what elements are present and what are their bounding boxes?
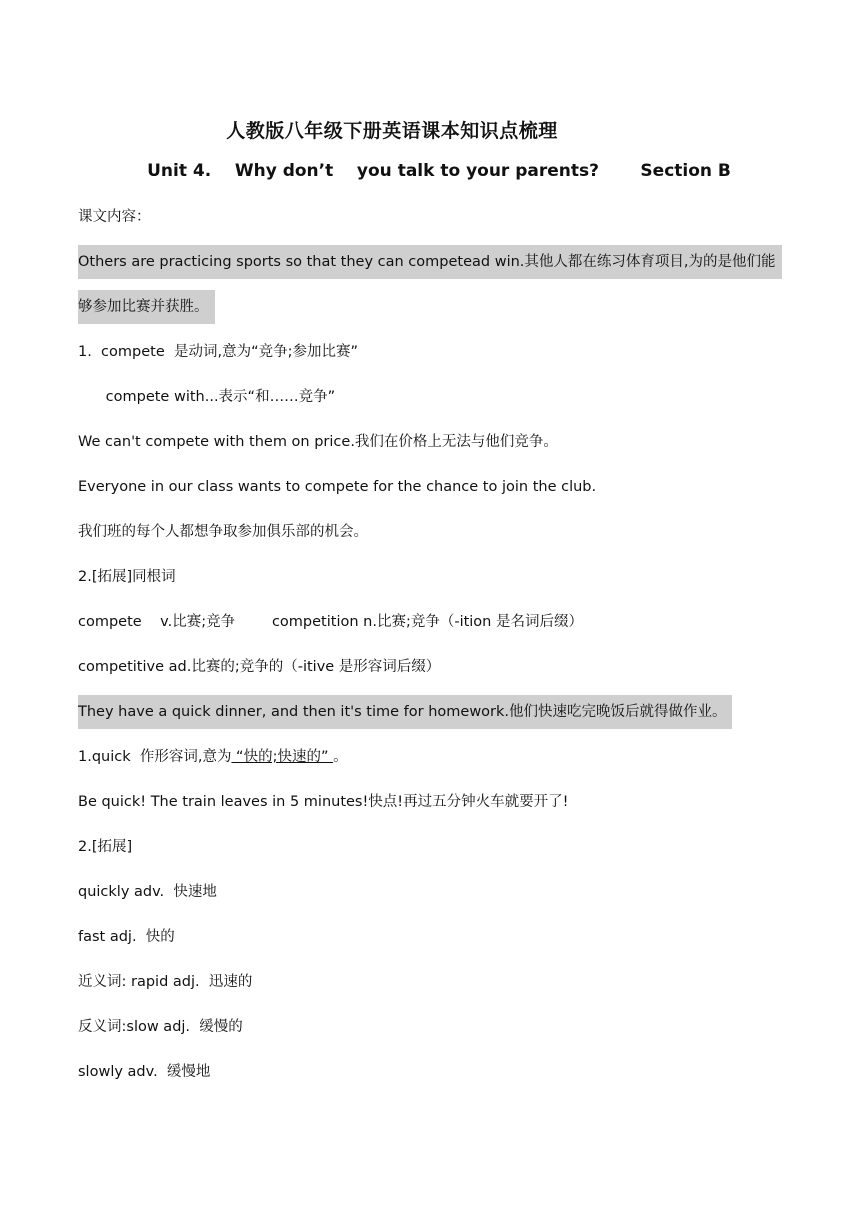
example-sentence: We can't compete with them on price.我们在价格上无法与他们竞争。 [78, 434, 558, 450]
highlighted-sentence-1-line-2: 够参加比赛并获胜。 [78, 299, 209, 315]
vocab-item: 反义词:slow adj. 缓慢的 [78, 1019, 243, 1035]
extension-heading: 2.[拓展]同根词 [78, 569, 176, 585]
note-compete: 1. compete 是动词,意为“竞争;参加比赛” [78, 344, 358, 360]
vocab-item: 近义词: rapid adj. 迅速的 [78, 974, 253, 990]
page-title: 人教版八年级下册英语课本知识点梳理 [226, 120, 558, 142]
section-label: 课文内容： [78, 209, 151, 225]
vocab-item: quickly adv. 快速地 [78, 884, 217, 900]
highlighted-sentence-1 [78, 245, 782, 279]
highlighted-sentence-2 [78, 695, 732, 729]
vocab-item: slowly adv. 缓慢地 [78, 1064, 211, 1080]
note-quick-end: 。 [333, 749, 348, 765]
word-family-line: competitive ad.比赛的;竞争的（-itive 是形容词后缀） [78, 659, 441, 675]
note-quick [78, 746, 348, 768]
vocab-item: fast adj. 快的 [78, 929, 175, 945]
extension-heading: 2.[拓展] [78, 839, 133, 855]
example-sentence: Be quick! The train leaves in 5 minutes!快点!再过五分钟火车就要开了! [78, 794, 569, 810]
note-quick-text: 1.quick 作形容词,意为 [78, 749, 232, 765]
example-translation: 我们班的每个人都想争取参加俱乐部的机会。 [78, 524, 368, 540]
highlighted-sentence-1-cont [78, 290, 215, 324]
unit-subtitle: Unit 4. Why don’t you talk to your parents? Section B [147, 161, 731, 181]
word-family-line: compete v.比赛;竞争 competition n.比赛;竞争（-ition 是名词后缀） [78, 614, 583, 630]
highlighted-sentence-1-line-1: Others are practicing sports so that they can competead win.其他人都在练习体育项目,为的是他们能 [78, 254, 776, 270]
underlined-meaning: “快的;快速的” [231, 749, 334, 765]
highlighted-sentence-2-text: They have a quick dinner, and then it's time for homework.他们快速吃完晚饭后就得做作业。 [78, 704, 727, 720]
example-sentence: Everyone in our class wants to compete for the chance to join the club. [78, 479, 597, 495]
note-compete-with: compete with...表示“和……竞争” [78, 389, 336, 405]
